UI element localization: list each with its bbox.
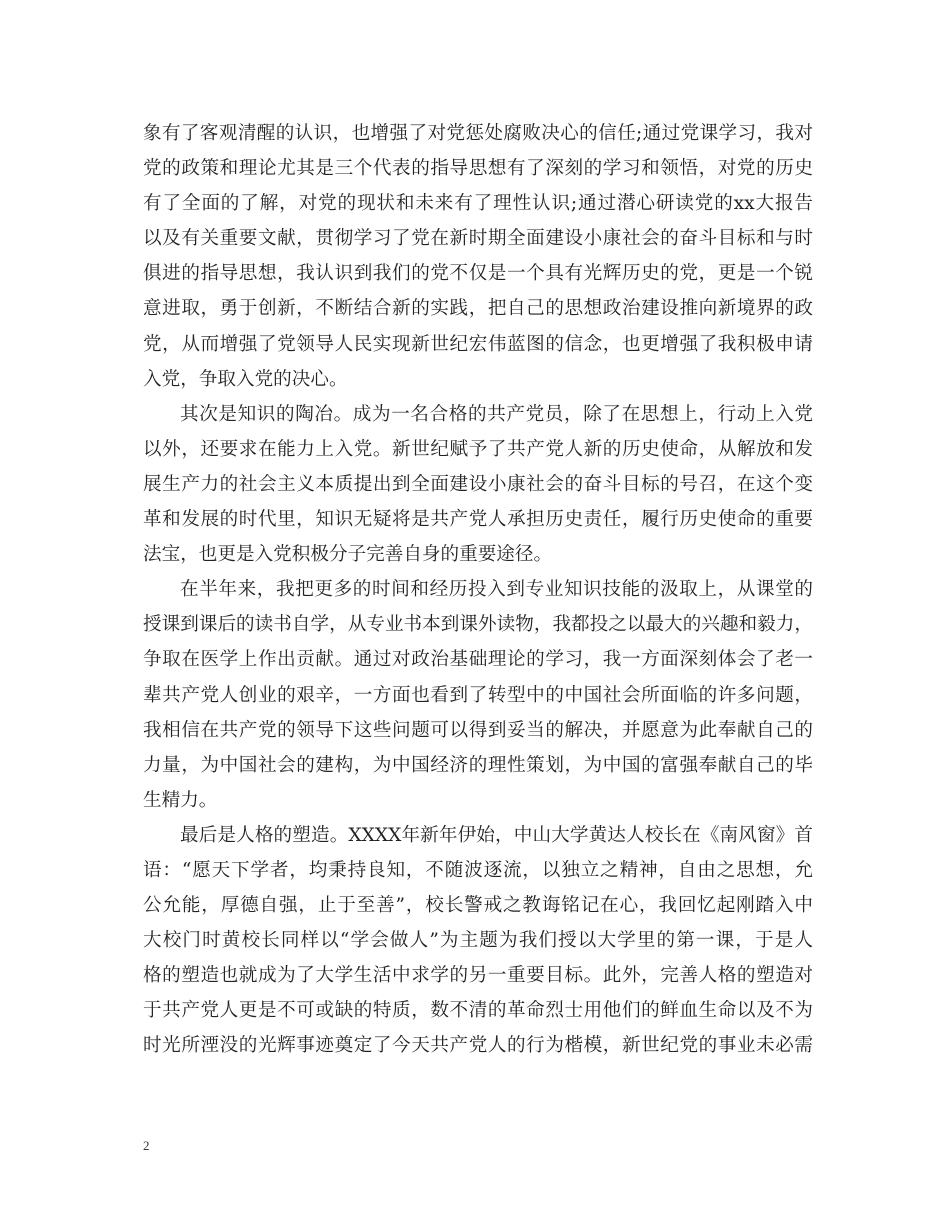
text-line: 法宝，也更是入党积极分子完善自身的重要途径。 [143, 544, 553, 566]
text-line: 革和发展的时代里，知识无疑将是共产党人承担历史责任，履行历史使命的重要 [143, 509, 813, 531]
text-line: 党，从而增强了党领导人民实现新世纪宏伟蓝图的信念，也更增强了我积极申请 [143, 333, 813, 355]
text-line: 意进取，勇于创新，不断结合新的实践，把自己的思想政治建设推向新境界的政 [143, 298, 813, 320]
text-line: 大校门时黄校长同样以“学会做人”为主题为我们授以大学里的第一课，于是人 [143, 930, 813, 952]
text-line: 以外，还要求在能力上入党。新世纪赋予了共产党人新的历史使命，从解放和发 [143, 438, 813, 460]
document-body [143, 116, 813, 1064]
text-line: 力量，为中国社会的建构，为中国经济的理性策划，为中国的富强奉献自己的毕 [143, 754, 813, 776]
paragraph-first-line: 最后是人格的塑造。XXXX年新年伊始，中山大学黄达人校长在《南风窗》首 [180, 824, 813, 846]
text-line: 有了全面的了解，对党的现状和未来有了理性认识;通过潜心研读党的xx大报告 [143, 193, 813, 215]
text-line: 象有了客观清醒的认识，也增强了对党惩处腐败决心的信任;通过党课学习，我对 [143, 123, 813, 144]
text-line: 于共产党人更是不可或缺的特质，数不清的革命烈士用他们的鲜血生命以及不为 [143, 1000, 813, 1022]
page-number: 2 [143, 1138, 150, 1153]
text-line: 格的塑造也就成为了大学生活中求学的另一重要目标。此外，完善人格的塑造对 [143, 965, 813, 987]
text-line: 争取在医学上作出贡献。通过对政治基础理论的学习，我一方面深刻体会了老一 [143, 649, 813, 671]
text-line: 我相信在共产党的领导下这些问题可以得到妥当的解决，并愿意为此奉献自己的 [143, 719, 813, 741]
text-line: 辈共产党人创业的艰辛，一方面也看到了转型中的中国社会所面临的许多问题， [143, 684, 813, 706]
text-line: 语：“愿天下学者，均秉持良知，不随波逐流，以独立之精神，自由之思想，允 [143, 859, 813, 881]
text-line: 公允能，厚德自强，止于至善”，校长警戒之教诲铭记在心，我回忆起刚踏入中 [143, 895, 813, 917]
text-line: 以及有关重要文献，贯彻学习了党在新时期全面建设小康社会的奋斗目标和与时 [143, 228, 813, 250]
text-line: 时光所湮没的光辉事迹奠定了今天共产党人的行为楷模，新世纪党的事业未必需 [143, 1035, 813, 1057]
text-line: 展生产力的社会主义本质提出到全面建设小康社会的奋斗目标的号召，在这个变 [143, 473, 813, 495]
text-line: 俱进的指导思想，我认识到我们的党不仅是一个具有光辉历史的党，更是一个锐 [143, 263, 813, 285]
text-line: 生精力。 [143, 789, 218, 811]
paragraph-first-line: 在半年来，我把更多的时间和经历投入到专业知识技能的汲取上，从课堂的 [180, 579, 813, 601]
paragraph-first-line: 其次是知识的陶冶。成为一名合格的共产党员，除了在思想上，行动上入党 [180, 403, 813, 425]
text-line: 入党，争取入党的决心。 [143, 368, 348, 390]
text-line: 党的政策和理论尤其是三个代表的指导思想有了深刻的学习和领悟，对党的历史 [143, 158, 813, 180]
text-line: 授课到课后的读书自学，从专业书本到课外读物，我都投之以最大的兴趣和毅力， [143, 614, 813, 636]
